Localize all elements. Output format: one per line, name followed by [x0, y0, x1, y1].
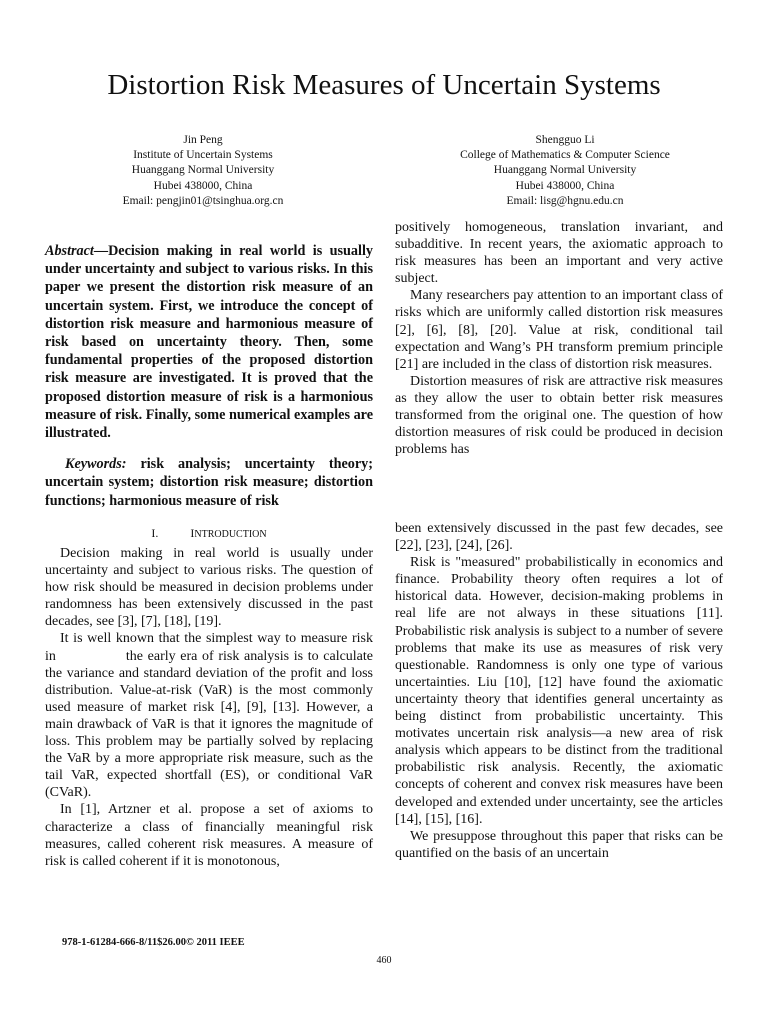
section-title-initial: I [190, 526, 195, 540]
left-column-body [45, 545, 373, 870]
author-university: Huanggang Normal University [131, 164, 275, 177]
author-address: Hubei 438000, China [515, 179, 615, 192]
paper-title: Distortion Risk Measures of Uncertain Systems [107, 69, 661, 101]
abstract-text: Decision making in real world is usually under uncertainty and subject to various risks. In this paper we present the distortion risk measure of an uncertain system. First, we introduce the concept of distortion risk measure and harmonious measure of risk based on uncertainty theory. Then, some fundamental properties of the proposed distortion risk measure are investigated. It is proved that the proposed distortion measure of risk is a harmonious measure of risk. Finally, some numerical examples are illustrated. [45, 243, 373, 442]
abstract-dash: — [93, 243, 109, 259]
paragraph: Risk is "measured" probabilistically in economics and finance. Probability theory often requires a lot of historical data. However, decision-making problems in real life are not always in these situations [11]. Probabilistic risk analysis is subject to a number of severe problems that make its use as measures of risk very questionable. Randomness is only one type of various uncertainties. Liu [10], [12] have found the axiomatic uncertainty theory that identifies general uncertainty as being distinct from probabilistic uncertainty. This motivates uncertain risk analysis—a new area of risk analysis which appears to be distinct from the traditional probabilistic risk analysis. Recently, the axiomatic concepts of coherent and convex risk measures have been developed and extended under uncertainty, see the articles [14], [15], [16]. [395, 555, 723, 827]
paragraph: Decision making in real world is usually under uncertainty and subject to various risks. The question of how risk should be measured in decision problems under randomness has been extensively discussed in the past decades, see [3], [7], [18], [19]. [45, 546, 373, 630]
abstract [45, 242, 373, 442]
author-affiliation: Institute of Uncertain Systems [133, 149, 273, 162]
paragraph: In [1], Artzner et al. propose a set of axioms to characterize a class of financially meaningful risk measures, called coherent risk measures. A measure of risk is called coherent if it is monotonous, [45, 802, 373, 869]
right-column-top [395, 219, 723, 458]
author-name: Shengguo Li [535, 134, 595, 146]
author-address: Hubei 438000, China [153, 179, 253, 192]
paragraph: We presuppose throughout this paper that risks can be quantified on the basis of an uncertain [395, 828, 723, 861]
paragraph [45, 630, 373, 801]
copyright-year: 2011 IEEE [193, 937, 245, 948]
author-affiliation: College of Mathematics & Computer Science [460, 149, 670, 162]
copyright-icon: © [185, 937, 194, 948]
section-heading-introduction [45, 525, 373, 543]
paragraph: been extensively discussed in the past few decades, see [22], [23], [24], [26]. [395, 521, 723, 554]
paragraph: positively homogeneous, translation invariant, and subadditive. In recent years, the axiomatic approach to risk measures has been an important and very active subject. [395, 220, 723, 287]
author-email: Email: pengjin01@tsinghua.org.cn [122, 194, 284, 207]
keywords-text: risk analysis; uncertainty theory; uncertain system; distortion risk measure; distortion functions; harmonious measure of risk [45, 456, 373, 509]
page-number: 460 [376, 955, 392, 966]
right-column-body [395, 520, 723, 862]
author-university: Huanggang Normal University [493, 164, 637, 177]
author-name: Jin Peng [183, 134, 223, 146]
section-number: I. [151, 526, 159, 540]
abstract-label: Abstract [45, 243, 94, 259]
isbn-text: 978-1-61284-666-8/11$26.00 [62, 937, 186, 948]
paragraph-part: the early era of risk analysis is to calculate the variance and standard deviation of the profit and loss distribution. Value-at-risk (VaR) is the most commonly used measure of market risk [4], [9], [13]. However, a main drawback of VaR is that it ignores the magnitude of loss. This problem may be partially solved by replacing the VaR by a more appropriate risk measure, such as the tail VaR, expected shortfall (ES), or conditional VaR (CVaR). [45, 648, 373, 801]
paragraph: Many researchers pay attention to an important class of risks which are uniformly called distortion risk measures [2], [6], [8], [20]. Value at risk, conditional tail expectation and Wang’s PH transform premium principle [21] are included in the class of distortion risk measures. [395, 288, 723, 372]
paragraph: Distortion measures of risk are attractive risk measures as they allow the user to obtain better risk measures transformed from the original one. The question of how distortion measures of risk could be produced in decision problems has [395, 373, 723, 458]
abstract-section [45, 242, 373, 510]
author-block-1 [38, 133, 368, 209]
keywords-label: Keywords: [65, 456, 127, 473]
author-block-2 [400, 133, 730, 209]
author-email: Email: lisg@hgnu.edu.cn [506, 194, 624, 207]
section-title-rest: NTRODUCTION [194, 529, 267, 540]
copyright-footer [62, 937, 245, 948]
keywords [45, 455, 373, 510]
paragraph-part: It is well known that the simplest way to measure risk in [45, 631, 373, 664]
